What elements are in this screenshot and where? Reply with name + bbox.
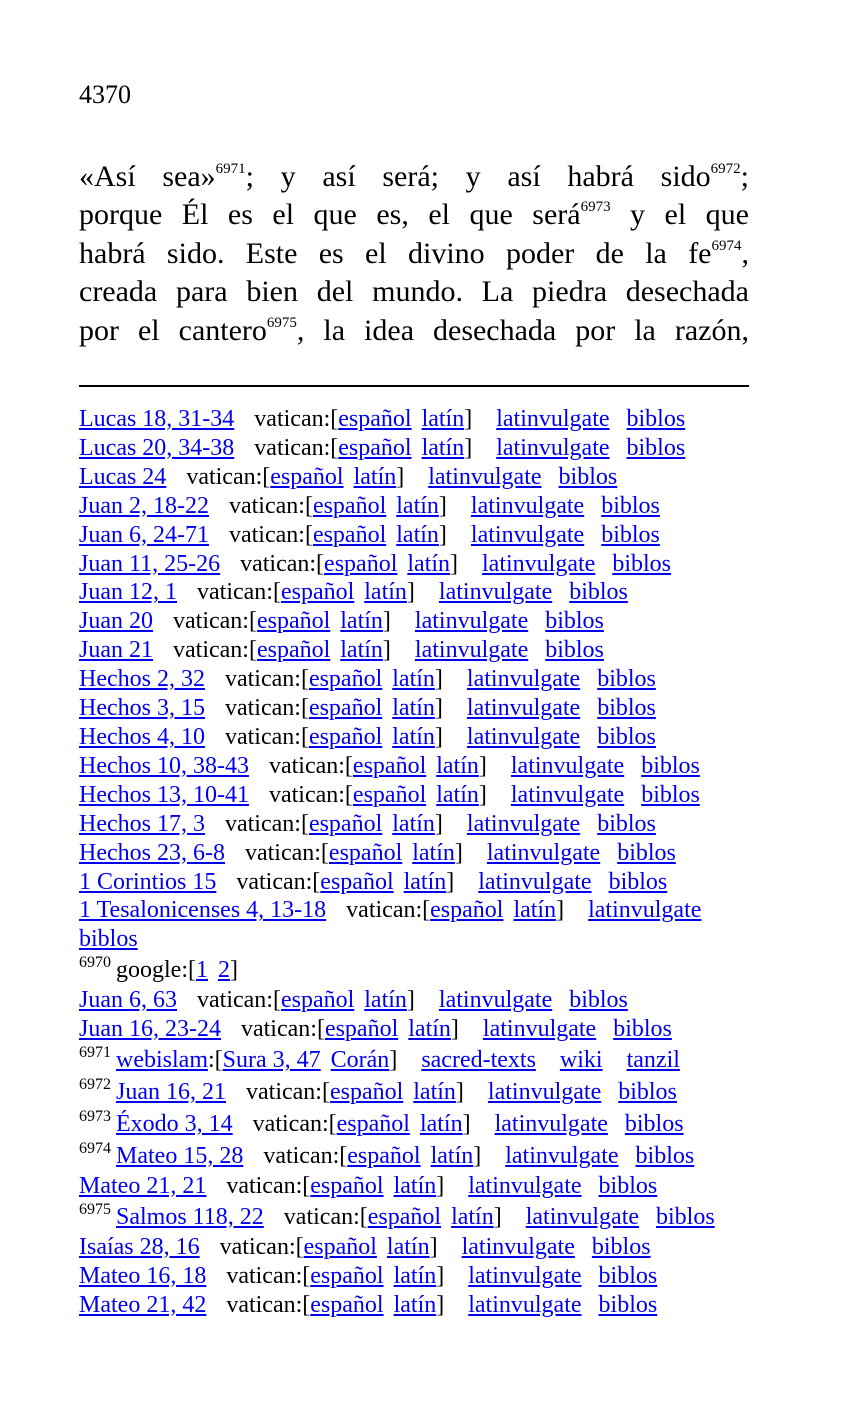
bible-ref-link[interactable]: Juan 16, 23-24 [79, 1016, 221, 1043]
bible-ref-link[interactable]: Juan 21 [79, 637, 153, 664]
espanol-link[interactable]: español [352, 781, 427, 808]
reference-row [79, 925, 751, 954]
latin-link[interactable]: latín [419, 1111, 463, 1138]
latinvulgate-link[interactable]: latinvulgate [470, 492, 585, 519]
biblos-link[interactable]: biblos [569, 579, 628, 606]
footnote-number: 6974 [79, 1140, 111, 1158]
biblos-link[interactable]: biblos [613, 1016, 672, 1043]
footnote-marker: 6973 [580, 199, 611, 216]
latinvulgate-link[interactable]: latinvulgate [486, 839, 601, 866]
biblos-link[interactable]: biblos [545, 637, 604, 664]
biblos-link[interactable]: biblos [597, 666, 656, 693]
bracket-close: ] [436, 1173, 445, 1200]
bracket-close: ] [464, 434, 473, 461]
latin-link[interactable]: latín [513, 897, 557, 924]
latin-link[interactable]: latín [396, 492, 439, 519]
bracket-close: ] [455, 1079, 464, 1106]
vatican-label: vatican:[ [346, 897, 431, 924]
paragraph-text: porque Él es el que es, el que será [79, 198, 581, 232]
biblos-link[interactable]: biblos [626, 434, 686, 461]
bracket-close: ] [450, 550, 459, 577]
latin-link[interactable]: latín [340, 637, 383, 664]
latin-link[interactable]: latín [392, 695, 435, 722]
footnote-number: 6970 [79, 954, 111, 972]
main-paragraph [79, 158, 749, 350]
footnote-number: 6971 [79, 1044, 111, 1062]
biblos-link[interactable]: biblos [626, 406, 686, 432]
tanzil-link[interactable]: tanzil [626, 1047, 680, 1074]
paragraph-text: «Así sea» [79, 160, 216, 193]
espanol-link[interactable]: español [338, 434, 412, 461]
latin-link[interactable]: latín [436, 752, 479, 779]
vatican-label: vatican:[ [228, 521, 313, 548]
reference-row [79, 463, 751, 492]
vatican-label: vatican:[ [240, 1016, 325, 1043]
bracket-close: ] [434, 695, 443, 722]
latin-link[interactable]: latín [403, 868, 447, 895]
reference-row [79, 1233, 751, 1262]
bible-ref-link[interactable]: Mateo 16, 18 [79, 1262, 207, 1289]
vatican-label: vatican:[ [246, 1079, 330, 1106]
latinvulgate-link[interactable]: latinvulgate [428, 463, 542, 490]
paragraph-text: , [741, 236, 749, 270]
latin-link[interactable]: latín [392, 810, 435, 837]
paragraph-text: creada para bien del mundo. La piedra desechada [79, 275, 749, 309]
paragraph-line [79, 312, 749, 350]
latin-link[interactable]: latín [393, 1173, 437, 1200]
bible-ref-link[interactable]: Lucas 20, 34-38 [79, 434, 235, 461]
latin-link[interactable]: latín [393, 1291, 437, 1318]
vatican-label: vatican:[ [197, 987, 281, 1014]
espanol-link[interactable]: español [303, 1233, 377, 1260]
bracket-close: ] [438, 521, 447, 548]
latin-link[interactable]: latín [421, 434, 465, 461]
latinvulgate-link[interactable]: latinvulgate [468, 1173, 582, 1200]
espanol-link[interactable]: español [310, 1291, 384, 1318]
reference-row [79, 607, 751, 636]
espanol-link[interactable]: español [280, 987, 355, 1014]
latinvulgate-link[interactable]: latinvulgate [496, 406, 610, 432]
reference-row [79, 1044, 751, 1076]
espanol-link[interactable]: español [312, 492, 387, 519]
footnote-divider [79, 385, 749, 387]
bible-ref-link[interactable]: Lucas 24 [79, 463, 167, 490]
latinvulgate-link[interactable]: latinvulgate [496, 434, 610, 461]
bracket-close: ] [436, 1262, 445, 1289]
page-number: 4370 [79, 80, 131, 109]
latin-link[interactable]: latín [393, 1262, 437, 1289]
latinvulgate-link[interactable]: latinvulgate [468, 1262, 582, 1289]
reference-row [79, 578, 751, 607]
espanol-link[interactable]: español [312, 521, 387, 548]
espanol-link[interactable]: español [308, 810, 383, 837]
vatican-label: vatican:[ [236, 868, 321, 895]
reference-row [79, 1015, 751, 1044]
latinvulgate-link[interactable]: latinvulgate [487, 1079, 602, 1106]
latinvulgate-link[interactable]: latinvulgate [482, 550, 596, 577]
reference-row [79, 781, 751, 810]
reference-row [79, 492, 751, 521]
vatican-label: vatican:[ [252, 1111, 337, 1138]
paragraph-line [79, 158, 749, 196]
vatican-label: vatican:[ [226, 1291, 311, 1318]
latinvulgate-link[interactable]: latinvulgate [510, 752, 625, 779]
biblos-link[interactable]: biblos [612, 550, 671, 577]
latinvulgate-link[interactable]: latinvulgate [438, 987, 553, 1014]
reference-row [79, 636, 751, 665]
bible-ref-link[interactable]: Hechos 4, 10 [79, 723, 205, 750]
latin-link[interactable]: latín [407, 550, 451, 577]
biblos-link[interactable]: biblos [597, 695, 656, 722]
webislam-open: :[ [207, 1047, 223, 1074]
vatican-label: vatican:[ [224, 723, 309, 750]
latin-link[interactable]: latín [413, 1079, 456, 1106]
espanol-link[interactable]: español [256, 608, 331, 635]
bible-ref-link[interactable]: Isaías 28, 16 [79, 1233, 200, 1260]
paragraph-line [79, 273, 749, 311]
latin-link[interactable]: latín [392, 666, 435, 693]
bracket-close: ] [493, 1203, 502, 1230]
paragraph-text: habrá sido. Este es el divino poder de la fe [79, 236, 712, 270]
bracket-close: ] [382, 637, 391, 664]
reference-row [79, 1108, 751, 1140]
vatican-label: vatican:[ [254, 434, 339, 461]
biblos-link[interactable]: biblos [617, 839, 676, 866]
bracket-close: ] [434, 666, 443, 693]
biblos-link[interactable]: biblos [591, 1233, 651, 1260]
latinvulgate-link[interactable]: latinvulgate [478, 868, 592, 895]
latinvulgate-link[interactable]: latinvulgate [525, 1203, 640, 1230]
bracket-close: ] [464, 406, 473, 432]
espanol-link[interactable]: español [280, 579, 355, 606]
espanol-link[interactable]: español [320, 868, 394, 895]
latin-link[interactable]: latín [364, 579, 407, 606]
latinvulgate-link[interactable]: latinvulgate [414, 637, 529, 664]
latinvulgate-link[interactable]: latinvulgate [466, 695, 581, 722]
bible-ref-link[interactable]: Juan 6, 63 [79, 987, 177, 1014]
bible-ref-link[interactable]: Hechos 10, 38-43 [79, 752, 249, 779]
bible-ref-link[interactable]: Éxodo 3, 14 [116, 1111, 233, 1138]
latin-link[interactable]: latín [340, 608, 383, 635]
sacred-texts-link[interactable]: sacred-texts [421, 1047, 536, 1074]
reference-row [79, 1262, 751, 1291]
bracket-close: ] [382, 608, 391, 635]
latin-link[interactable]: latín [392, 723, 435, 750]
biblos-link[interactable]: biblos [641, 752, 700, 779]
bible-ref-link[interactable]: Juan 16, 21 [116, 1079, 226, 1106]
latinvulgate-link[interactable]: latinvulgate [466, 666, 581, 693]
coran-link[interactable]: Corán [330, 1047, 390, 1074]
google-label: google:[ [116, 957, 196, 984]
google-link[interactable]: 1 [195, 957, 208, 984]
vatican-label: vatican:[ [173, 608, 257, 635]
biblos-link[interactable]: biblos [597, 810, 656, 837]
reference-row [79, 986, 751, 1015]
reference-row [79, 810, 751, 839]
bracket-close: ] [429, 1233, 438, 1260]
bible-ref-link[interactable]: 1 Corintios 15 [79, 868, 217, 895]
biblos-link[interactable]: biblos [608, 868, 668, 895]
google-link[interactable]: 2 [217, 957, 230, 984]
latinvulgate-link[interactable]: latinvulgate [414, 608, 529, 635]
paragraph-text: y el que [610, 198, 749, 232]
biblos-link[interactable]: biblos [558, 463, 618, 490]
vatican-label: vatican:[ [219, 1233, 304, 1260]
bible-ref-link[interactable]: Juan 6, 24-71 [79, 521, 209, 548]
footnote-marker: 6975 [266, 314, 297, 331]
reference-row [79, 694, 751, 723]
reference-row [79, 405, 751, 434]
reference-row [79, 896, 751, 925]
latinvulgate-link[interactable]: latinvulgate [505, 1143, 619, 1170]
bracket-close: ] [478, 781, 487, 808]
biblos-link[interactable]: biblos [569, 987, 628, 1014]
bracket-close: ] [406, 987, 415, 1014]
biblos-link[interactable]: biblos [601, 521, 660, 548]
latinvulgate-link[interactable]: latinvulgate [510, 781, 625, 808]
footnote-marker: 6972 [710, 161, 741, 177]
vatican-label: vatican:[ [254, 406, 339, 432]
paragraph-line [79, 196, 749, 234]
reference-row [79, 752, 751, 781]
bracket-close: ] [450, 1016, 459, 1043]
bracket-close: ] [229, 957, 238, 984]
espanol-link[interactable]: español [324, 1016, 399, 1043]
wiki-link[interactable]: wiki [559, 1047, 603, 1074]
footnote-marker: 6971 [215, 161, 246, 177]
vatican-label: vatican:[ [268, 752, 353, 779]
vatican-label: vatican:[ [224, 810, 309, 837]
latinvulgate-link[interactable]: latinvulgate [468, 1291, 582, 1318]
vatican-label: vatican:[ [226, 1173, 311, 1200]
reference-row [79, 1076, 751, 1108]
reference-row [79, 434, 751, 463]
vatican-label: vatican:[ [173, 637, 257, 664]
vatican-label: vatican:[ [244, 839, 329, 866]
espanol-link[interactable]: español [329, 1079, 404, 1106]
biblos-link[interactable]: biblos [641, 781, 700, 808]
espanol-link[interactable]: español [352, 752, 427, 779]
biblos-link[interactable]: biblos [601, 492, 660, 519]
latin-link[interactable]: latín [451, 1203, 494, 1230]
espanol-link[interactable]: español [347, 1143, 421, 1170]
reference-row [79, 1172, 751, 1201]
reference-row [79, 954, 751, 986]
bracket-close: ] [438, 492, 447, 519]
latinvulgate-link[interactable]: latinvulgate [438, 579, 553, 606]
latinvulgate-link[interactable]: latinvulgate [494, 1111, 608, 1138]
bracket-close: ] [446, 868, 455, 895]
latinvulgate-link[interactable]: latinvulgate [461, 1233, 575, 1260]
espanol-link[interactable]: español [270, 463, 344, 490]
bible-ref-link[interactable]: Lucas 18, 31-34 [79, 406, 235, 432]
biblos-link[interactable]: biblos [598, 1262, 658, 1289]
latinvulgate-link[interactable]: latinvulgate [588, 897, 702, 924]
bracket-close: ] [434, 810, 443, 837]
bible-ref-link[interactable]: Hechos 13, 10-41 [79, 781, 249, 808]
espanol-link[interactable]: español [310, 1262, 384, 1289]
espanol-link[interactable]: español [324, 550, 398, 577]
bracket-close: ] [478, 752, 487, 779]
paragraph-text: por el cantero [79, 313, 267, 347]
espanol-link[interactable]: español [310, 1173, 384, 1200]
bible-ref-link[interactable]: Hechos 2, 32 [79, 666, 205, 693]
bracket-close: ] [436, 1291, 445, 1318]
biblos-link[interactable]: biblos [598, 1173, 658, 1200]
reference-row [79, 550, 751, 579]
espanol-link[interactable]: español [308, 666, 383, 693]
bracket-close: ] [462, 1111, 471, 1138]
espanol-link[interactable]: español [367, 1203, 442, 1230]
bible-ref-link[interactable]: Hechos 23, 6-8 [79, 839, 225, 866]
vatican-label: vatican:[ [268, 781, 353, 808]
biblos-link[interactable]: biblos [79, 926, 138, 953]
bracket-close: ] [473, 1143, 482, 1170]
reference-row [79, 839, 751, 868]
reference-row [79, 665, 751, 694]
bible-ref-link[interactable]: Mateo 21, 42 [79, 1291, 207, 1318]
espanol-link[interactable]: español [308, 695, 383, 722]
bracket-close: ] [434, 723, 443, 750]
footnote-number: 6972 [79, 1076, 111, 1094]
reference-row [79, 1291, 751, 1320]
latinvulgate-link[interactable]: latinvulgate [482, 1016, 597, 1043]
latinvulgate-link[interactable]: latinvulgate [470, 521, 585, 548]
paragraph-text: ; [740, 160, 750, 193]
reference-row [79, 521, 751, 550]
footnote-references [79, 405, 751, 1320]
latin-link[interactable]: latín [396, 521, 439, 548]
bible-ref-link[interactable]: Juan 11, 25-26 [79, 550, 221, 577]
bracket-close: ] [556, 897, 565, 924]
espanol-link[interactable]: español [328, 839, 403, 866]
vatican-label: vatican:[ [224, 695, 309, 722]
bible-ref-link[interactable]: Salmos 118, 22 [116, 1203, 264, 1230]
latin-link[interactable]: latín [436, 781, 479, 808]
vatican-label: vatican:[ [186, 463, 271, 490]
reference-row [79, 723, 751, 752]
latin-link[interactable]: latín [386, 1233, 430, 1260]
reference-row [79, 868, 751, 897]
vatican-label: vatican:[ [283, 1203, 368, 1230]
biblos-link[interactable]: biblos [545, 608, 604, 635]
latinvulgate-link[interactable]: latinvulgate [466, 810, 581, 837]
biblos-link[interactable]: biblos [624, 1111, 684, 1138]
bible-ref-link[interactable]: Juan 20 [79, 608, 153, 635]
bible-ref-link[interactable]: Juan 12, 1 [79, 579, 177, 606]
footnote-marker: 6974 [711, 237, 742, 254]
vatican-label: vatican:[ [226, 1262, 311, 1289]
espanol-link[interactable]: español [308, 723, 383, 750]
vatican-label: vatican:[ [263, 1143, 348, 1170]
bracket-close: ] [396, 463, 405, 490]
paragraph-line [79, 235, 749, 273]
footnote-number: 6975 [79, 1200, 111, 1218]
bible-ref-link[interactable]: Mateo 21, 21 [79, 1173, 207, 1200]
espanol-link[interactable]: español [430, 897, 504, 924]
reference-row [79, 1201, 751, 1233]
biblos-link[interactable]: biblos [618, 1079, 677, 1106]
bracket-close: ] [454, 839, 463, 866]
vatican-label: vatican:[ [228, 492, 313, 519]
bracket-close: ] [406, 579, 415, 606]
sura-link[interactable]: Sura 3, 47 [222, 1047, 321, 1074]
footnote-number: 6973 [79, 1108, 111, 1126]
bible-ref-link[interactable]: Juan 2, 18-22 [79, 492, 209, 519]
paragraph-text: , la idea desechada por la razón, [296, 313, 749, 347]
bible-ref-link[interactable]: Hechos 17, 3 [79, 810, 205, 837]
reference-row [79, 1140, 751, 1172]
espanol-link[interactable]: español [338, 406, 412, 432]
vatican-label: vatican:[ [240, 550, 325, 577]
biblos-link[interactable]: biblos [635, 1143, 695, 1170]
latin-link[interactable]: latín [430, 1143, 474, 1170]
webislam-link[interactable]: webislam [116, 1047, 208, 1074]
bible-ref-link[interactable]: Mateo 15, 28 [116, 1143, 244, 1170]
bracket-close: ] [389, 1047, 398, 1074]
biblos-link[interactable]: biblos [597, 723, 656, 750]
vatican-label: vatican:[ [224, 666, 309, 693]
latin-link[interactable]: latín [421, 406, 465, 432]
paragraph-text: ; y así será; y así habrá sido [245, 160, 711, 193]
latin-link[interactable]: latín [408, 1016, 451, 1043]
latin-link[interactable]: latín [353, 463, 397, 490]
latin-link[interactable]: latín [364, 987, 407, 1014]
bible-ref-link[interactable]: 1 Tesalonicenses 4, 13-18 [79, 897, 327, 924]
biblos-link[interactable]: biblos [598, 1291, 658, 1318]
latin-link[interactable]: latín [412, 839, 455, 866]
vatican-label: vatican:[ [197, 579, 281, 606]
latinvulgate-link[interactable]: latinvulgate [466, 723, 581, 750]
bible-ref-link[interactable]: Hechos 3, 15 [79, 695, 205, 722]
espanol-link[interactable]: español [336, 1111, 410, 1138]
espanol-link[interactable]: español [256, 637, 331, 664]
biblos-link[interactable]: biblos [656, 1203, 715, 1230]
